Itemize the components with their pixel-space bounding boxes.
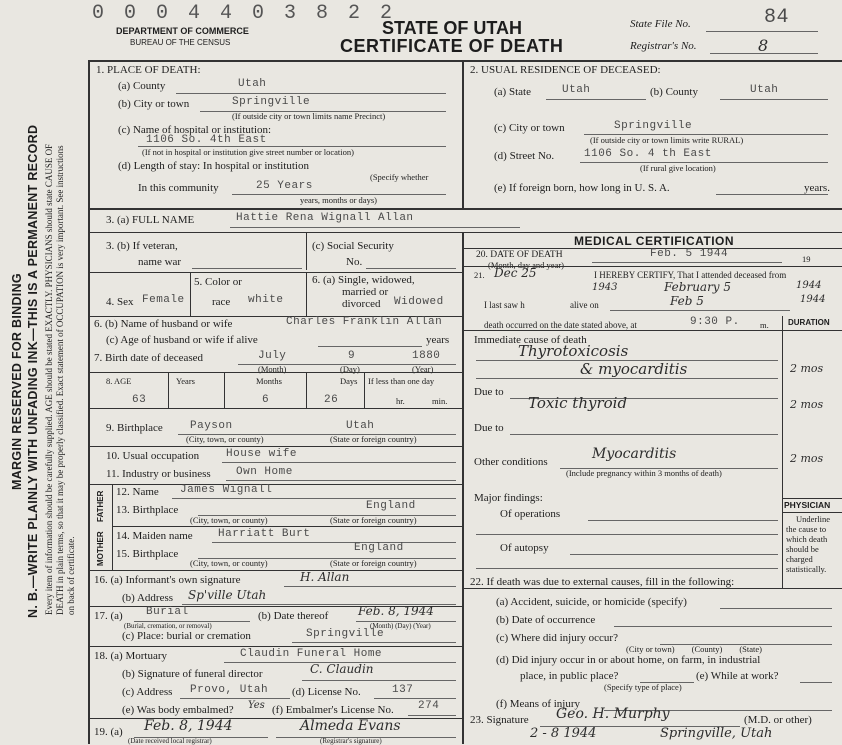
mother-birthplace-label: 15. Birthplace (116, 548, 179, 560)
birth-date-label: 7. Birth date of deceased (94, 352, 204, 364)
res-street-value: 1106 So. 4 th East (584, 148, 712, 160)
occupation-label: 10. Usual occupation (106, 450, 200, 462)
registrar-label: Registrar's No. (630, 40, 697, 52)
res-foreign-label: (e) If foreign born, how long in U. S. A. (494, 182, 670, 194)
informant-sig-label: 16. (a) Informant's own signature (94, 574, 241, 586)
pod-city-note: (If outside city or town limits name Precinct) (232, 111, 386, 121)
pod-hospital-note: (If not in hospital or institution give street number or location) (142, 147, 354, 157)
spouse-age-suffix: years (426, 334, 450, 346)
external-b-label: (b) Date of occurrence (496, 614, 596, 626)
received-note: (Date received local registrar) (128, 737, 212, 745)
occurred-time: 9:30 P. (690, 316, 740, 328)
birthplace-label: 9. Birthplace (106, 422, 163, 434)
birthplace-city-value: Payson (190, 420, 233, 432)
external-d-label-1: (d) Did injury occur in or about home, on farm, in industrial (496, 654, 761, 666)
pod-community-note: years, months or days) (300, 195, 377, 205)
pod-hospital-value: 1106 So. 4th East (146, 134, 267, 146)
signature-address: Springville, Utah (660, 726, 773, 741)
age-min-label: min. (432, 396, 448, 406)
death-date-note: (Month, day and year) (488, 260, 565, 270)
margin-instruction-2: DEATH in plain terms, so that it may be properly classified. Exact statement of OCCUPATION is very important. See instructions (55, 145, 65, 615)
duration-1: 2 mos (790, 362, 824, 375)
embalmer-license-label: (f) Embalmer's License No. (272, 704, 394, 716)
father-name-value: James Wignall (180, 484, 273, 496)
last-saw-alive: alive on (570, 300, 599, 310)
res-street-label: (d) Street No. (494, 150, 555, 162)
mother-name-label: 14. Maiden name (116, 530, 193, 542)
physician-note-4: should be (786, 544, 819, 554)
father-bp-state-note: (State or foreign country) (330, 515, 417, 525)
occurred-label: death occurred on the date stated above, at (484, 320, 637, 330)
registrar-number: 8 (758, 36, 769, 55)
ssn-label-2: No. (346, 256, 363, 268)
external-f-label: (f) Means of injury (496, 698, 581, 710)
physician-note-3: which death (786, 534, 828, 544)
duration-3: 2 mos (790, 452, 824, 465)
age-label: 8. AGE (106, 376, 132, 386)
birth-year-note: (Year) (412, 364, 434, 374)
embalmer-license-value: 274 (418, 700, 440, 712)
registrar-sig-note: (Registrar's signature) (320, 737, 382, 745)
received-label: 19. (a) (94, 726, 123, 738)
fd-signature-label: (b) Signature of funeral director (122, 668, 263, 680)
due-to-1-value: Toxic thyroid (528, 394, 628, 412)
pod-community-label: In this community (138, 182, 219, 194)
industry-label: 11. Industry or business (106, 468, 211, 480)
last-saw-label: I last saw h (484, 300, 525, 310)
father-name-label: 12. Name (116, 486, 159, 498)
burial-date-note: (Month) (Day) (Year) (370, 622, 431, 630)
mother-bp-state-note: (State or foreign country) (330, 558, 417, 568)
age-months-value: 6 (262, 394, 270, 406)
of-operations-label: Of operations (500, 508, 561, 520)
physician-heading: PHYSICIAN (784, 500, 831, 510)
external-causes-label: 22. If death was due to external causes, fill in the following: (470, 576, 735, 588)
department-label: DEPARTMENT OF COMMERCE (116, 26, 249, 36)
age-years-value: 63 (132, 394, 147, 406)
res-city-value: Springville (614, 120, 693, 132)
ssn-label: (c) Social Security (312, 240, 394, 252)
pod-stay-label: (d) Length of stay: In hospital or institution (118, 160, 309, 172)
occurred-m: m. (760, 320, 769, 330)
state-file-number: 84 (764, 6, 790, 29)
informant-address: Sp'ville Utah (188, 588, 267, 602)
md-label: (M.D. or other) (744, 714, 812, 726)
burial-label: 17. (a) (94, 610, 123, 622)
full-name-value: Hattie Rena Wignall Allan (236, 212, 414, 224)
age-days-value: 26 (324, 394, 339, 406)
birthplace-city-note: (City, town, or county) (186, 434, 264, 444)
res-street-note: (If rural give location) (640, 163, 716, 173)
death-date-label: 20. DATE OF DEATH (476, 250, 563, 260)
certify-to-date: February 5 (664, 280, 732, 294)
death-date-value: Feb. 5 1944 (650, 248, 729, 260)
due-to-2-label: Due to (474, 422, 504, 434)
burial-date-label: (b) Date thereof (258, 610, 329, 622)
duration-2: 2 mos (790, 398, 824, 411)
age-years-label: Years (176, 376, 195, 386)
pod-stay-note: (Specify whether (370, 172, 429, 182)
immediate-cause-label: Immediate cause of death (474, 334, 587, 346)
physician-note-6: statistically. (786, 564, 827, 574)
res-city-label: (c) City or town (494, 122, 565, 134)
physician-note-1: Underline (796, 514, 830, 524)
external-d-note: (Specify type of place) (604, 682, 682, 692)
age-hr-label: hr. (396, 396, 405, 406)
spouse-label: 6. (b) Name of husband or wife (94, 318, 233, 330)
burial-date-value: Feb. 8, 1944 (358, 604, 434, 618)
pod-county-value: Utah (238, 78, 267, 90)
last-saw-year: 1944 (800, 294, 826, 305)
race-label: race (212, 296, 231, 308)
registrar-signature: Almeda Evans (300, 718, 401, 734)
age-lt-day-label: If less than one day (368, 376, 435, 386)
color-label: 5. Color or (194, 276, 242, 288)
industry-value: Own Home (236, 466, 293, 478)
marital-label-2: married or (342, 286, 389, 298)
margin-instruction-3: on back of certificate. (66, 536, 76, 615)
veteran-label: 3. (b) If veteran, (106, 240, 178, 252)
margin-reserved-binding: MARGIN RESERVED FOR BINDING (10, 273, 24, 490)
license-label: (d) License No. (292, 686, 361, 698)
mortuary-label: 18. (a) Mortuary (94, 650, 168, 662)
birth-month-value: July (258, 350, 287, 362)
pod-city-label: (b) City or town (118, 98, 190, 110)
certificate-title: CERTIFICATE OF DEATH (340, 36, 564, 56)
marital-value: Widowed (394, 296, 444, 308)
res-county-label: (b) County (650, 86, 698, 98)
spouse-value: Charles Franklin Allan (286, 316, 443, 328)
spouse-age-label: (c) Age of husband or wife if alive (106, 334, 258, 346)
immediate-cause-1: Thyrotoxicosis (518, 342, 629, 360)
informant-address-label: (b) Address (122, 592, 174, 604)
received-date: Feb. 8, 1944 (144, 718, 233, 734)
of-autopsy-label: Of autopsy (500, 542, 549, 554)
certify-text: I HEREBY CERTIFY, That I attended deceased from (594, 270, 787, 280)
state-file-label: State File No. (630, 18, 691, 30)
bureau-label: BUREAU OF THE CENSUS (130, 38, 231, 47)
age-months-label: Months (256, 376, 282, 386)
pod-city-value: Springville (232, 96, 311, 108)
birth-year-value: 1880 (412, 350, 441, 362)
father-birthplace-label: 13. Birthplace (116, 504, 179, 516)
signature-label: 23. Signature (470, 714, 529, 726)
external-c-label: (c) Where did injury occur? (496, 632, 618, 644)
age-days-label: Days (340, 376, 358, 386)
fd-address-label: (c) Address (122, 686, 173, 698)
signature-date: 2 - 8 1944 (530, 726, 597, 741)
res-city-note: (If outside city or town limits write RURAL) (590, 135, 744, 145)
serial-number: 0 0 0 4 4 0 3 8 2 2 (92, 2, 397, 25)
father-bp-city-note: (City, town, or county) (190, 515, 268, 525)
medical-heading: MEDICAL CERTIFICATION (574, 234, 735, 248)
pod-county-label: (a) County (118, 80, 166, 92)
birthplace-state-value: Utah (346, 420, 375, 432)
embalmed-label: (e) Was body embalmed? (122, 704, 234, 716)
certify-year-1: 1943 (592, 282, 618, 293)
duration-label: DURATION (788, 318, 830, 327)
other-conditions-label: Other conditions (474, 456, 548, 468)
certify-number: 21. (474, 270, 485, 280)
physician-signature: Geo. H. Murphy (556, 706, 670, 722)
physician-note-2: the cause to (786, 524, 827, 534)
birth-day-note: (Day) (340, 364, 360, 374)
fd-signature: C. Claudin (310, 662, 374, 676)
informant-signature: H. Allan (300, 570, 350, 584)
pod-community-value: 25 Years (256, 180, 313, 192)
external-a-label: (a) Accident, suicide, or homicide (specify) (496, 596, 687, 608)
physician-note-5: charged (786, 554, 813, 564)
burial-value: Burial (146, 606, 189, 618)
mother-birthplace-value: England (354, 542, 404, 554)
res-county-value: Utah (750, 84, 779, 96)
state-title: STATE OF UTAH (382, 18, 522, 38)
birth-month-note: (Month) (258, 364, 287, 374)
certify-year-2: 1944 (796, 280, 822, 291)
margin-instruction-1: Every item of information should be carefully supplied. AGE should be stated EXACTLY. PHYSICIANS should state CAUSE OF (44, 143, 54, 615)
other-conditions-value: Myocarditis (592, 446, 677, 462)
margin-notice-permanent: N. B.—WRITE PLAINLY WITH UNFADING INK—THIS IS A PERMANENT RECORD (26, 124, 40, 618)
death-year-suffix: 19 (802, 254, 811, 264)
embalmed-value: Yes (248, 700, 265, 711)
birthplace-state-note: (State or foreign country) (330, 434, 417, 444)
mother-side-label: MOTHER (96, 531, 105, 566)
veteran-label-2: name war (138, 256, 182, 268)
external-c-note: (City or town) (County) (State) (626, 644, 762, 654)
major-findings-label: Major findings: (474, 492, 543, 504)
occupation-value: House wife (226, 448, 298, 460)
burial-place-value: Springville (306, 628, 385, 640)
due-to-1-label: Due to (474, 386, 504, 398)
sex-label: 4. Sex (106, 296, 134, 308)
res-foreign-suffix: years. (804, 182, 830, 194)
external-d-label-2: place, in public place? (520, 670, 619, 682)
marital-label-3: divorced (342, 298, 381, 310)
res-state-label: (a) State (494, 86, 531, 98)
mother-bp-city-note: (City, town, or county) (190, 558, 268, 568)
birth-day-value: 9 (348, 350, 356, 362)
father-birthplace-value: England (366, 500, 416, 512)
external-e-label: (e) While at work? (696, 670, 779, 682)
burial-place-label: (c) Place: burial or cremation (122, 630, 251, 642)
license-value: 137 (392, 684, 414, 696)
place-of-death-heading: 1. PLACE OF DEATH: (96, 64, 201, 76)
sex-value: Female (142, 294, 185, 306)
res-state-value: Utah (562, 84, 591, 96)
burial-note: (Burial, cremation, or removal) (124, 622, 212, 630)
last-saw-date: Feb 5 (670, 294, 704, 308)
fd-address-value: Provo, Utah (190, 684, 269, 696)
marital-label-1: 6. (a) Single, widowed, (312, 274, 415, 286)
father-side-label: FATHER (96, 490, 105, 522)
immediate-cause-2: & myocarditis (580, 360, 688, 378)
residence-heading: 2. USUAL RESIDENCE OF DECEASED: (470, 64, 661, 76)
full-name-label: 3. (a) FULL NAME (106, 214, 195, 226)
race-value: white (248, 294, 284, 306)
mortuary-value: Claudin Funeral Home (240, 648, 383, 660)
pod-hospital-label: (c) Name of hospital or institution: (118, 124, 272, 136)
certify-from-date: Dec 25 (494, 266, 537, 280)
other-conditions-note: (Include pregnancy within 3 months of death) (566, 468, 722, 478)
mother-name-value: Harriatt Burt (218, 528, 311, 540)
